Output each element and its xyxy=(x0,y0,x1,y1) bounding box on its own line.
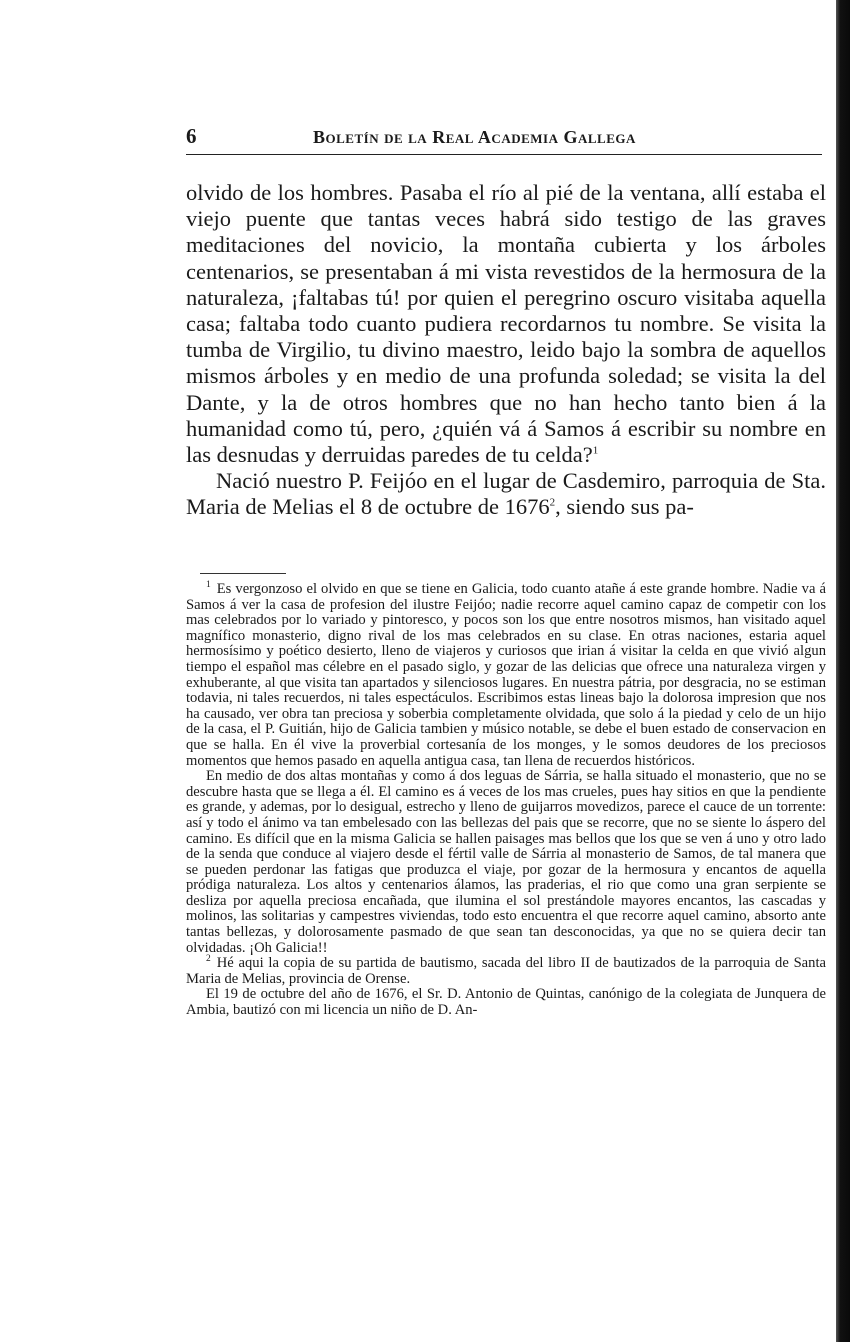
footnote-ref-1: 1 xyxy=(592,444,599,457)
running-title: Boletín de la Real Academia Gallega xyxy=(313,127,636,147)
paragraph-2-continuation: , siendo sus pa- xyxy=(555,494,694,520)
footnote-1-mark: 1 xyxy=(206,580,211,591)
paragraph-1 xyxy=(186,180,826,468)
footnote-1-continued: En medio de dos altas montañas y como á dos leguas de Sárria, se halla situado el monasterio, que no se descubre hasta que se llega a él. El camino es á veces de los mas crueles, pues hay sitios en que la pendiente es grande, y ademas, por lo desigual, estrecho y lleno de guijarros movedizos, parece el cauce de un torrente: así y todo el ánimo va tan embelesado con las bellezas del pais que se recorre, que no se siente lo áspero del camino. Es difícil que en la misma Galicia se hallen paisages mas bellos que los que se ven á uno y otro lado de la senda que conduce al viajero desde el fértil valle de Sárria al monasterio de Samos, de tal manera que se pueden perdonar las fatigas que produzca el viaje, por gozar de la hermosura y encantos de aquella pródiga naturaleza. Los altos y centenarios álamos, las praderias, el rio que como una gran serpiente se desliza por aquella preciosa encañada, que ilumina el sol prestándole mayores encantos, las cascadas y molinos, las solitarias y campestres viviendas, todo esto encuentra el que recorre aquel camino, absorto ante tantas bellezas, y dolorosamente pasmado de que sean tan desconocidas, ya que no se quiera decir tan olvidadas. ¡Oh Galicia!! xyxy=(186,768,826,956)
footnote-1 xyxy=(186,582,826,769)
page-number: 6 xyxy=(186,124,197,148)
footnote-separator xyxy=(200,573,286,574)
footnote-2-text: Hé aqui la copia de su partida de bautismo, sacada del libro II de bautizados de la parroquia de Santa Maria de Melias, provincia de Orense. xyxy=(186,955,826,987)
footnote-2-mark: 2 xyxy=(206,954,211,965)
page-header xyxy=(186,124,822,155)
footnote-ref-2: 2 xyxy=(549,496,556,509)
paragraph-1-text: olvido de los hombres. Pasaba el río al pié de la ventana, allí estaba el viejo puente que tantas veces habrá sido testigo de las graves meditaciones del novicio, la montaña cubierta y los árboles centenarios, se presentaban á mi vista revestidos de la hermosura de la naturaleza, ¡faltabas tú! por quien el peregrino oscuro visitaba aquella casa; faltaba todo cuanto pudiera recordarnos tu nombre. Se visita la tumba de Virgilio, tu divino maestro, leido bajo la sombra de aquellos mismos árboles y en medio de una profunda soledad; se visita la del Dante, y la de otros hombres que no han hecho tanto bien á la humanidad como tú, pero, ¿quién vá á Samos á escribir su nombre en las desnudas y derruidas paredes de tu celda? xyxy=(186,180,826,468)
footnote-1-text: Es vergonzoso el olvido en que se tiene en Galicia, todo cuanto atañe á este grande hombre. Nadie va á Samos á ver la casa de profesion del ilustre Feijóo; nadie recorre aquel camino capaz de competir con los mas celebrados por lo variado y pintoresco, y pocos son los que entre nosotros mismos, han visitado aquel magnífico monasterio, digno rival de los mas celebrados en su clase. En otras naciones, estaria aquel hermosísimo y poético desierto, lleno de viajeros y curiosos que irian á visitar la celda en que vivió algun tiempo el español mas célebre en el pasado siglo, y gozar de las delicias que ofrece una naturaleza virgen y exhuberante, al que visita tan apartados y silenciosos lugares. En nuestra pátria, por desgracia, no se estiman todavia, ni tales recuerdos, ni tales espectáculos. Escribimos estas lineas bajo la dolorosa impresion que nos ha causado, ver obra tan preciosa y soberbia completamente olvidada, que solo á la piedad y celo de un hijo de la casa, el P. Guitián, hijo de Galicia tambien y músico notable, se debe el buen estado de conservacion en que se halla. En él vive la proverbial cortesanía de los monges, y le somos deudores de los preciosos momentos que hemos pasado en aquella antigua casa, tan llena de recuerdos históricos. xyxy=(186,581,826,769)
paragraph-2-text: Nació nuestro P. Feijóo en el lugar de Casdemiro, parroquia de Sta. Maria de Melias el 8 de octubre de 1676 xyxy=(186,468,826,520)
main-text xyxy=(186,180,826,521)
footnotes xyxy=(186,582,826,1019)
footnote-2 xyxy=(186,956,826,987)
footnote-2-continued: El 19 de octubre del año de 1676, el Sr. D. Antonio de Quintas, canónigo de la colegiata de Junquera de Ambia, bautizó con mi licencia un niño de D. An- xyxy=(186,986,826,1019)
paragraph-2 xyxy=(186,468,826,520)
